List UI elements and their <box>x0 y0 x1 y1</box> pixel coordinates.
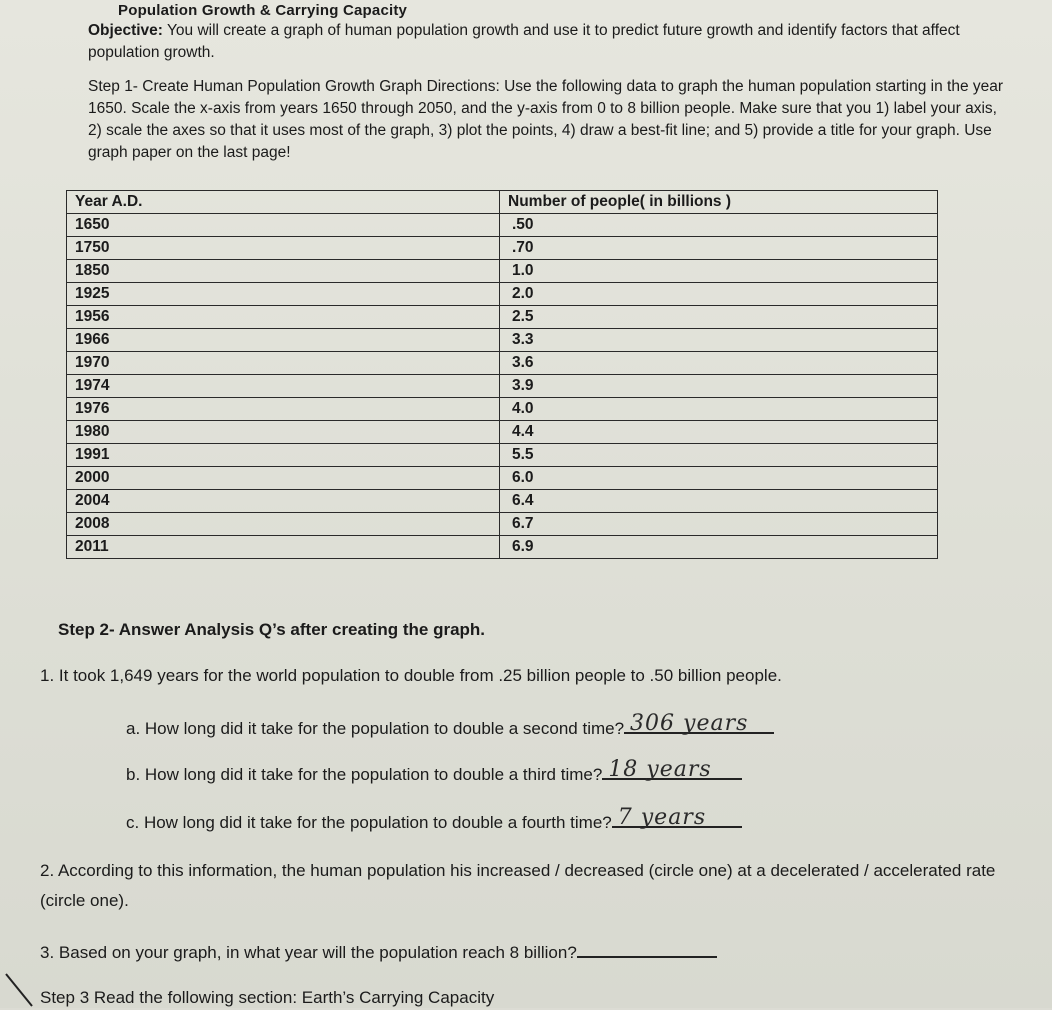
question-1a-text: a. How long did it take for the population to double a second time? <box>126 719 625 738</box>
table-row <box>67 352 938 375</box>
step3-heading: Step 3 Read the following section: Earth’s Carrying Capacity <box>40 988 495 1007</box>
year-cell: 1974 <box>67 375 500 398</box>
population-cell: 3.3 <box>500 329 938 352</box>
year-cell: 1976 <box>67 398 500 421</box>
answer-1c-handwriting: 7 years <box>617 805 707 830</box>
step1-directions: Step 1- Create Human Population Growth Graph Directions: Use the following data to graph the human population starting in the year 1650. Scale the x-axis from years 1650 through 2050, and the y-axis from 0 to 8 billion people. Make sure that you 1) label your axis, 2) scale the axes so that it uses most of the graph, 3) plot the points, 4) draw a best-fit line; and 5) provide a title for your graph. Use graph paper on the last page! <box>88 78 1004 161</box>
population-cell: 1.0 <box>500 260 938 283</box>
table-row <box>67 237 938 260</box>
population-cell: 5.5 <box>500 444 938 467</box>
answer-3-field[interactable] <box>577 938 717 958</box>
table-row <box>67 260 938 283</box>
year-cell: 2000 <box>67 467 500 490</box>
year-cell: 1980 <box>67 421 500 444</box>
table-row <box>67 444 938 467</box>
question-1c-text: c. How long did it take for the population to double a fourth time? <box>126 813 612 832</box>
table-row <box>67 513 938 536</box>
answer-1a-field[interactable] <box>624 711 774 736</box>
year-cell: 1650 <box>67 214 500 237</box>
table-row <box>67 329 938 352</box>
population-cell: 3.9 <box>500 375 938 398</box>
question-2: 2. According to this information, the human population his increased / decreased (circle one) at a decelerated / accelerated rate (circle one). <box>40 861 996 910</box>
table-header-row <box>67 191 938 214</box>
table-row <box>67 375 938 398</box>
answer-1b-handwriting: 18 years <box>608 757 712 782</box>
year-cell: 2008 <box>67 513 500 536</box>
population-cell: 4.0 <box>500 398 938 421</box>
year-cell: 1925 <box>67 283 500 306</box>
table-row <box>67 283 938 306</box>
table-row <box>67 421 938 444</box>
year-cell: 2011 <box>67 536 500 559</box>
question-3 <box>40 938 717 963</box>
year-cell: 1850 <box>67 260 500 283</box>
answer-1b-field[interactable] <box>602 757 742 782</box>
table-row <box>67 536 938 559</box>
question-1a <box>126 711 774 739</box>
answer-1c-field[interactable] <box>612 805 742 830</box>
population-cell: 6.9 <box>500 536 938 559</box>
year-cell: 2004 <box>67 490 500 513</box>
population-data-table <box>66 190 938 559</box>
answer-1a-handwriting: 306 years <box>630 711 749 736</box>
year-cell: 1750 <box>67 237 500 260</box>
question-1b <box>126 757 742 785</box>
page-title: Population Growth & Carrying Capacity <box>118 2 408 19</box>
pen-stroke-mark <box>2 970 42 1010</box>
table-row <box>67 214 938 237</box>
population-cell: 3.6 <box>500 352 938 375</box>
population-cell: 2.0 <box>500 283 938 306</box>
question-1c <box>126 805 742 833</box>
objective-text: You will create a graph of human population growth and use it to predict future growth and identify factors that affect population growth. <box>88 22 960 61</box>
table-body <box>67 214 938 559</box>
question-1: 1. It took 1,649 years for the world population to double from .25 billion people to .50 billion people. <box>40 666 782 685</box>
objective-paragraph <box>88 20 988 64</box>
table-row <box>67 398 938 421</box>
table-row <box>67 467 938 490</box>
year-cell: 1966 <box>67 329 500 352</box>
year-cell: 1991 <box>67 444 500 467</box>
population-cell: 4.4 <box>500 421 938 444</box>
population-cell: 6.7 <box>500 513 938 536</box>
step2-heading: Step 2- Answer Analysis Q’s after creating the graph. <box>58 620 486 639</box>
population-cell: 6.0 <box>500 467 938 490</box>
table-row <box>67 306 938 329</box>
objective-label: Objective: <box>88 22 163 39</box>
table-row <box>67 490 938 513</box>
population-cell: .70 <box>500 237 938 260</box>
table-header-people: Number of people( in billions ) <box>500 191 938 214</box>
year-cell: 1970 <box>67 352 500 375</box>
population-cell: 2.5 <box>500 306 938 329</box>
table-header-year: Year A.D. <box>67 191 500 214</box>
question-3-text: 3. Based on your graph, in what year will the population reach 8 billion? <box>40 943 577 962</box>
population-cell: 6.4 <box>500 490 938 513</box>
population-cell: .50 <box>500 214 938 237</box>
year-cell: 1956 <box>67 306 500 329</box>
question-1b-text: b. How long did it take for the population to double a third time? <box>126 765 603 784</box>
